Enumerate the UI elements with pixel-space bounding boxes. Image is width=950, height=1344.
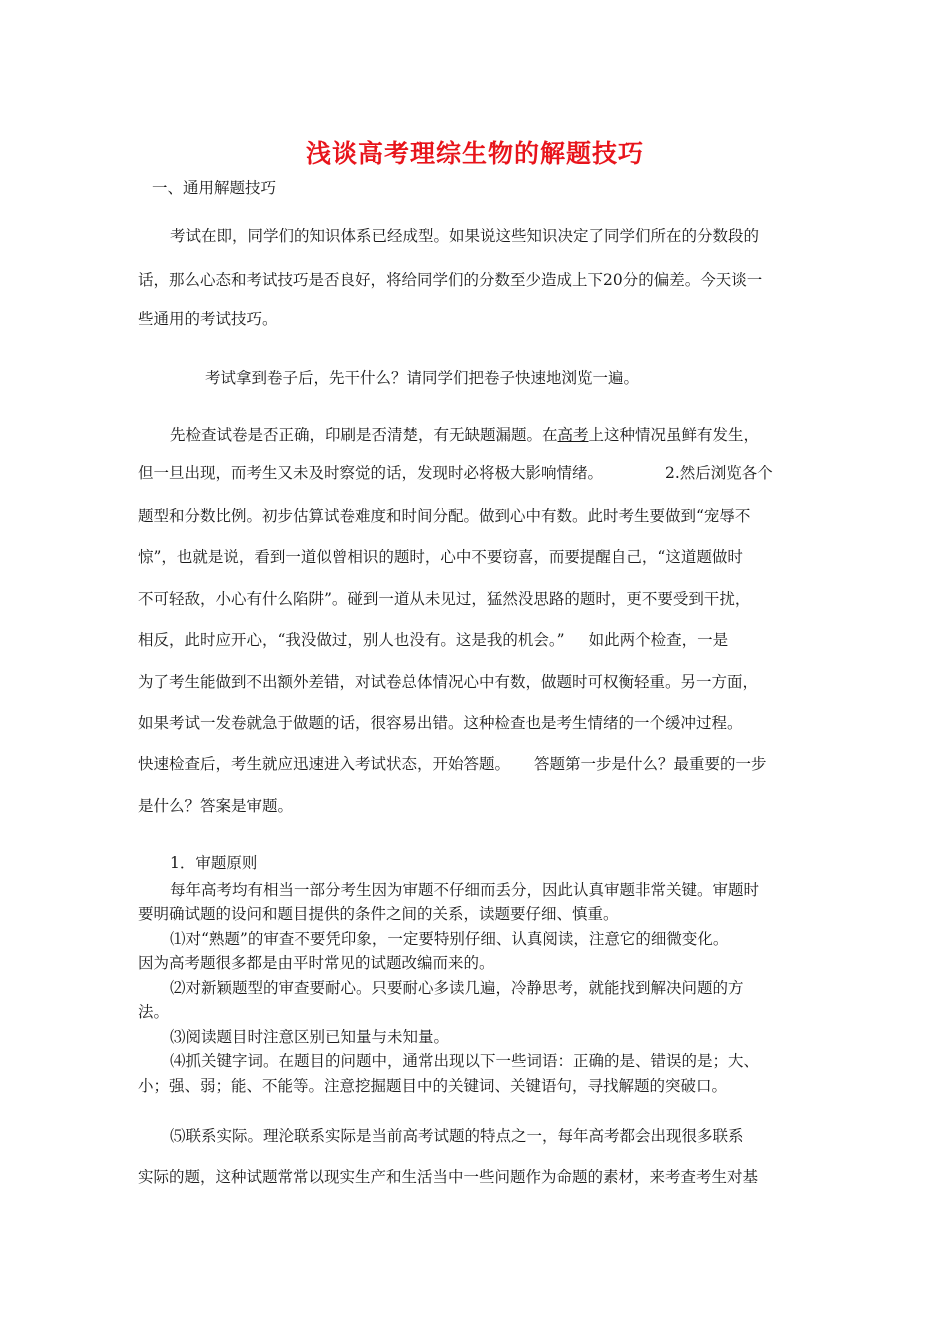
paragraph-line: 是什么？答案是审题。 [138, 797, 294, 815]
text-span: 答题第一步是什么？最重要的一步 [534, 755, 767, 773]
paragraph-line: 法。 [138, 1003, 170, 1021]
paragraph-line: 小；强、弱；能、不能等。注意挖掘题目中的关键词、关键语句，寻找解题的突破口。 [138, 1077, 728, 1095]
intro-line: 考试在即，同学们的知识体系已经成型。如果说这些知识决定了同学们所在的分数段的 [170, 227, 760, 245]
paragraph-line: ⑷抓关键字词。在题目的问题中，通常出现以下一些词语：正确的是、错误的是；大、 [170, 1052, 760, 1070]
intro-line: 些通用的考试技巧。 [138, 310, 278, 328]
paragraph-line [138, 463, 773, 483]
text-span: 相反，此时应开心，“我没做过，别人也没有。这是我的机会。” [138, 631, 565, 649]
text-span: 如此两个检查，一是 [588, 631, 729, 649]
paragraph-line: 不可轻敌，小心有什么陷阱”。碰到一道从未见过，猛然没思路的题时，更不要受到干扰， [138, 590, 751, 608]
paragraph-line: 要明确试题的设问和题目提供的条件之间的关系，读题要仔细、慎重。 [138, 905, 619, 923]
paragraph-line: 为了考生能做到不出额外差错，对试卷总体情况心中有数，做题时可权衡轻重。另一方面， [138, 673, 759, 691]
text-span: 先检查试卷是否正确，印刷是否清楚，有无缺题漏题。在 [170, 426, 558, 444]
text-span: 上这种情况虽鲜有发生， [588, 426, 760, 444]
page-title: 浅谈高考理综生物的解题技巧 [305, 139, 644, 168]
paragraph-line: 如果考试一发卷就急于做题的话，很容易出错。这种检查也是考生情绪的一个缓冲过程。 [138, 714, 743, 732]
paragraph-line [138, 630, 728, 650]
subsection-heading: 1．审题原则 [170, 854, 258, 872]
paragraph-line: 惊”，也就是说，看到一道似曾相识的题时，心中不要窃喜，而要提醒自己，“这道题做时 [138, 548, 743, 566]
paragraph-line: ⑵对新颖题型的审查要耐心。只要耐心多读几遍，冷静思考，就能找到解决问题的方 [170, 979, 744, 997]
paragraph-line [170, 425, 759, 445]
gaokao-link[interactable]: 高考 [557, 426, 589, 444]
section-heading: 一、通用解题技巧 [152, 179, 277, 197]
text-span: 但一旦出现，而考生又未及时察觉的话，发现时必将极大影响情绪。 [138, 464, 604, 482]
intro-line: 话，那么心态和考试技巧是否良好，将给同学们的分数至少造成上下20分的偏差。今天谈一 [138, 271, 763, 289]
paragraph-line: ⑶阅读题目时注意区别已知量与未知量。 [170, 1028, 450, 1046]
text-span: 2.然后浏览各个 [665, 464, 773, 482]
paragraph-line: 实际的题，这种试题常常以现实生产和生活当中一些问题作为命题的素材，来考查考生对基 [138, 1168, 759, 1186]
paragraph-line: 每年高考均有相当一部分考生因为审题不仔细而丢分，因此认真审题非常关键。审题时 [170, 881, 760, 899]
question-line: 考试拿到卷子后，先干什么？请同学们把卷子快速地浏览一遍。 [205, 369, 640, 387]
paragraph-line: 因为高考题很多都是由平时常见的试题改编而来的。 [138, 954, 495, 972]
paragraph-line: ⑴对“熟题”的审查不要凭印象，一定要特别仔细、认真阅读，注意它的细微变化。 [170, 930, 729, 948]
paragraph-line: 题型和分数比例。初步估算试卷难度和时间分配。做到心中有数。此时考生要做到“宠辱不 [138, 507, 751, 525]
text-span: 快速检查后，考生就应迅速进入考试状态，开始答题。 [138, 755, 511, 773]
paragraph-line: ⑸联系实际。理沦联系实际是当前高考试题的特点之一，每年高考都会出现很多联系 [170, 1127, 744, 1145]
paragraph-line [138, 754, 767, 774]
